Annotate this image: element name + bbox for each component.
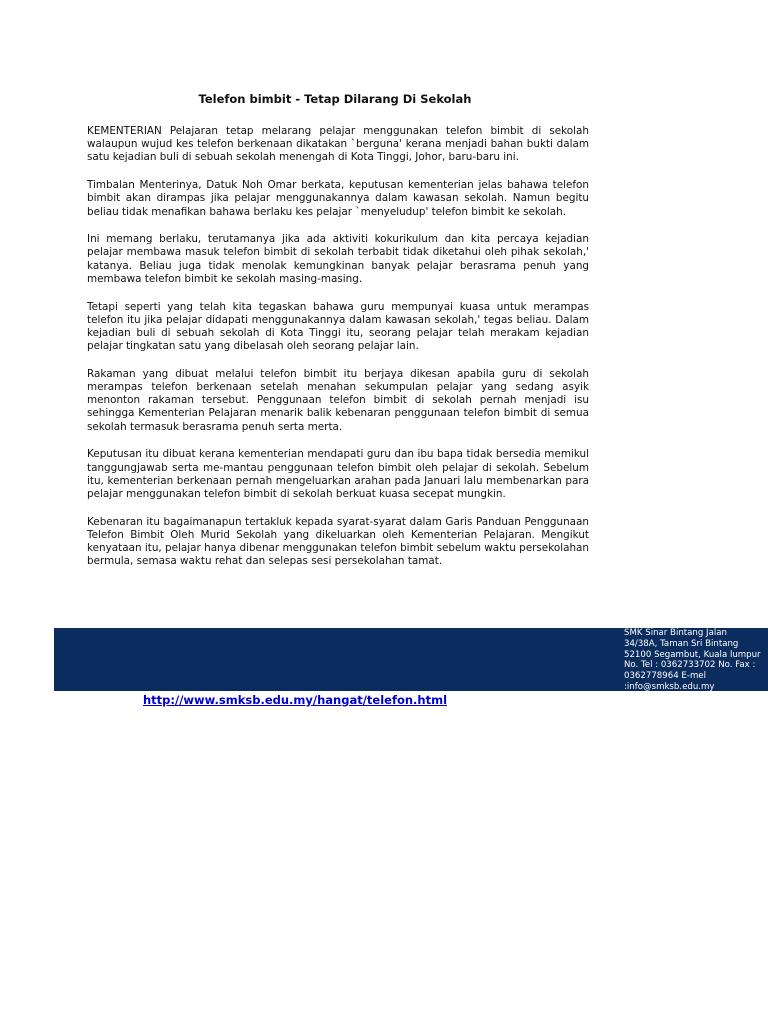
article — [87, 92, 589, 583]
article-paragraph-5: Rakaman yang dibuat melalui telefon bimbit itu berjaya dikesan apabila guru di sekolah merampas telefon berkenaan setelah menahan sekumpulan pelajar yang sedang asyik menonton rakaman tersebut. Penggunaan telefon bimbit di sekolah pernah menjadi isu sehingga Kementerian Pelajaran menarik balik kebenaran penggunaan telefon bimbit di semua sekolah termasuk berasrama penuh serta merta. — [87, 367, 589, 433]
article-paragraph-3: Ini memang berlaku, terutamanya jika ada aktiviti kokurikulum dan kita percaya kejadian pelajar membawa masuk telefon bimbit di sekolah terbabit tidak diketahui oleh pihak sekolah,' katanya. Beliau juga tidak menolak kemungkinan banyak pelajar berasrama penuh yang membawa telefon bimbit ke sekolah masing-masing. — [87, 233, 589, 285]
source-link[interactable]: http://www.smksb.edu.my/hangat/telefon.html — [143, 693, 448, 707]
article-paragraph-7: Kebenaran itu bagaimanapun tertakluk kepada syarat-syarat dalam Garis Panduan Penggunaan Telefon Bimbit Oleh Murid Sekolah yang dikeluarkan oleh Kementerian Pelajaran. Mengikut kenyataan itu, pelajar hanya dibenar menggunakan telefon bimbit sebelum waktu persekolahan bermula, semasa waktu rehat dan selepas sesi persekolahan tamat. — [87, 515, 589, 568]
article-paragraph-1: KEMENTERIAN Pelajaran tetap melarang pelajar menggunakan telefon bimbit di sekolah walaupun wujud kes telefon berkenaan dikatakan `berguna' kerana menjadi bahan bukti dalam satu kejadian buli di sebuah sekolah menengah di Kota Tinggi, Johor, baru-baru ini. — [87, 125, 589, 164]
article-paragraph-4: Tetapi seperti yang telah kita tegaskan bahawa guru mempunyai kuasa untuk merampas telefon itu jika pelajar didapati menggunakannya dalam kawasan sekolah,' tegas beliau. Dalam kejadian buli di sebuah sekolah di Kota Tinggi itu, seorang pelajar telah merakam kejadian pelajar tingkatan satu yang dibelasah oleh seorang pelajar lain. — [87, 300, 589, 353]
school-address: SMK Sinar Bintang Jalan 34/38A, Taman Sri Bintang 52100 Segambut, Kuala lumpur No. Tel : 0362733702 No. Fax : 0362778964 E-mel :info@smksb.edu.my — [624, 628, 761, 692]
article-paragraph-2: Timbalan Menterinya, Datuk Noh Omar berkata, keputusan kementerian jelas bahawa telefon bimbit akan dirampas jika pelajar menggunakannya dalam kawasan sekolah. Namun begitu beliau tidak menafikan bahawa berlaku kes pelajar `menyeludup' telefon bimbit ke sekolah. — [87, 179, 589, 218]
article-paragraph-6: Keputusan itu dibuat kerana kementerian mendapati guru dan ibu bapa tidak bersedia memikul tanggungjawab serta me-mantau penggunaan telefon bimbit oleh pelajar di sekolah. Sebelum itu, kementerian berkenaan pernah mengeluarkan arahan pada Januari lalu membenarkan para pelajar menggunakan telefon bimbit di sekolah berkuat kuasa secepat mungkin. — [87, 448, 589, 500]
article-title: Telefon bimbit - Tetap Dilarang Di Sekolah — [198, 92, 472, 106]
